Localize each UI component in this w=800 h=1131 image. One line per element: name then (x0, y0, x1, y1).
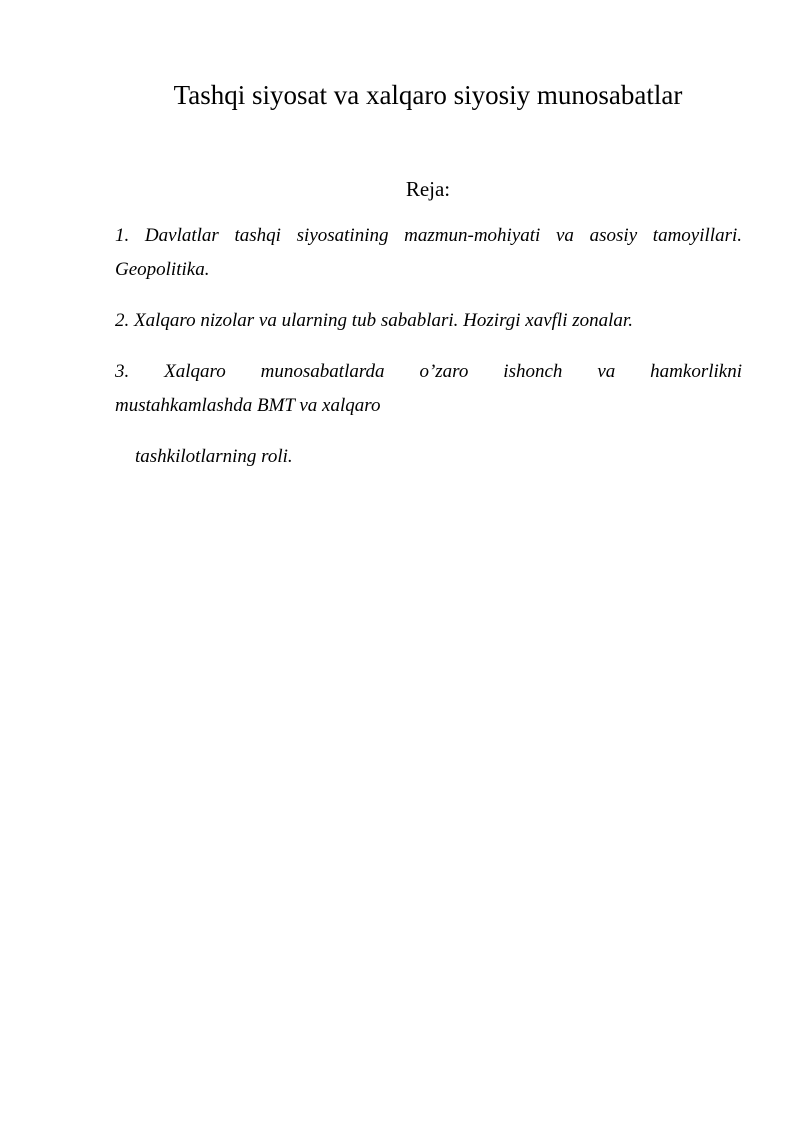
plan-item-3-line-1: 3. Xalqaro munosabatlarda o’zaro ishonch va hamkorlikni (115, 361, 742, 382)
plan-item-1: 1. Davlatlar tashqi siyosatining mazmun-mohiyati va asosiy tamoyillari. Geopolitika. (115, 225, 742, 280)
plan-item-3-line-2: mustahkamlashda BMT va xalqaro (115, 395, 381, 416)
plan-item-2: 2. Xalqaro nizolar va ularning tub sabablari. Hozirgi xavfli zonalar. (115, 310, 633, 331)
plan-heading: Reja: (405, 177, 451, 201)
page-title: Tashqi siyosat va xalqaro siyosiy munosabatlar (173, 80, 683, 110)
plan-item-3-line-3: tashkilotlarning roli. (135, 446, 293, 467)
plan-list (115, 219, 742, 474)
